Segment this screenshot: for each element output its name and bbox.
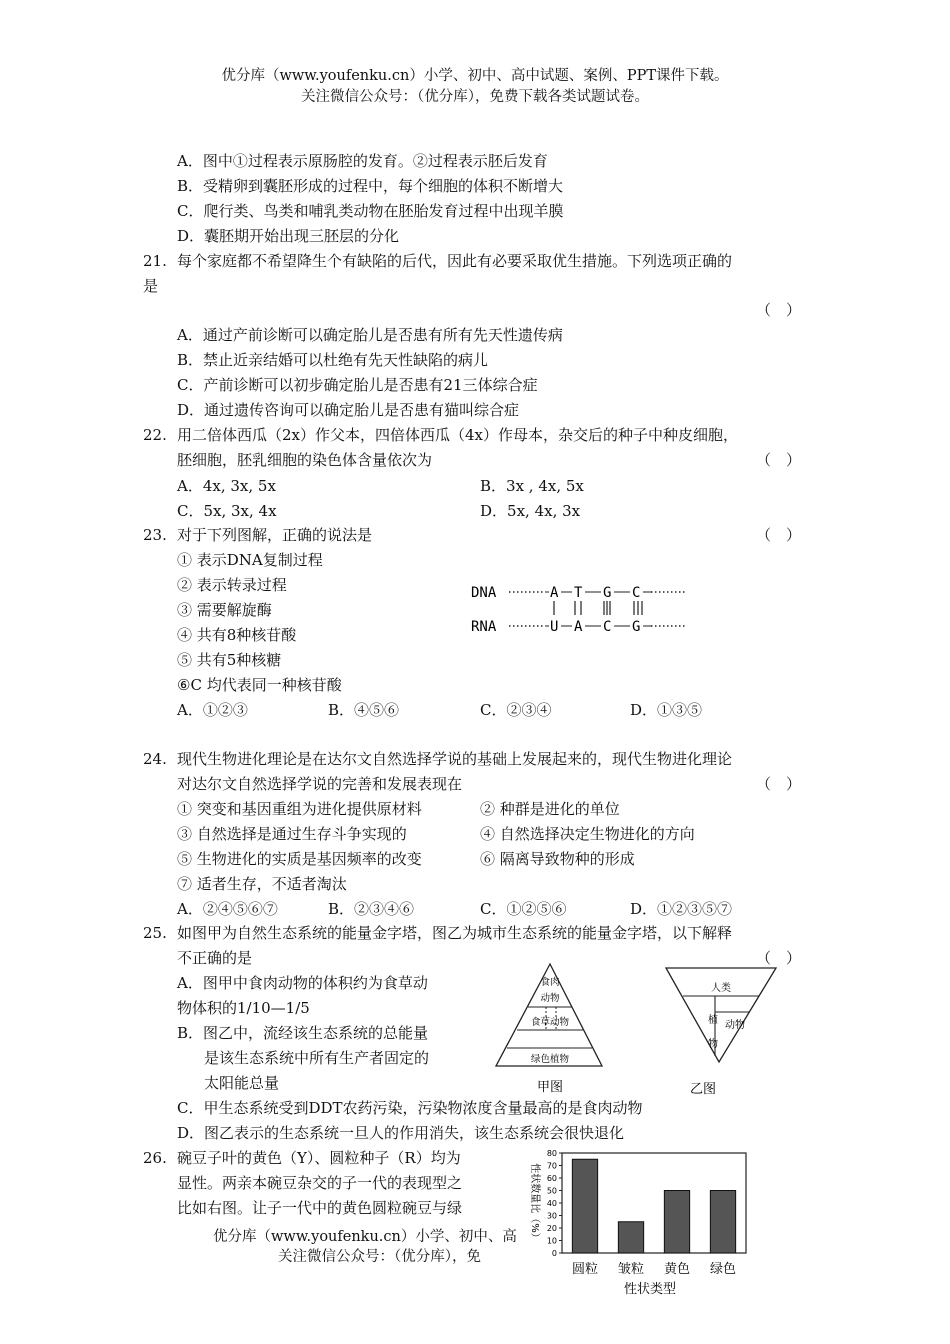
q26-line-1: 碗豆子叶的黄色（Y）、圆粒种子（R）均为 bbox=[177, 1149, 461, 1167]
q23-option-d: D．①③⑤ bbox=[630, 701, 703, 719]
q20-option-a: A．图中①过程表示原肠腔的发育。②过程表示胚后发育 bbox=[177, 152, 548, 170]
q21-option-c: C．产前诊断可以初步确定胎儿是否患有21三体综合症 bbox=[177, 376, 538, 394]
header-line-1: 优分库（www.youfenku.cn）小学、初中、高中试题、案例、PPT课件下载。 bbox=[221, 68, 729, 84]
q24-item-3: ③ 自然选择是通过生存斗争实现的 bbox=[177, 825, 407, 843]
q23-answer-paren: （ ） bbox=[756, 526, 802, 544]
chart-category-label: 皱粒 bbox=[617, 1262, 645, 1277]
q25-option-a: A．图甲中食肉动物的体积约为食草动 bbox=[177, 974, 428, 992]
rna-base-2: A bbox=[574, 619, 583, 635]
pyramid-jia-level-3: 绿色植物 bbox=[530, 1054, 570, 1065]
chart-bar-3 bbox=[664, 1191, 689, 1254]
q25-number: 25. bbox=[143, 924, 167, 942]
chart-y-tick-label: 50 bbox=[546, 1186, 557, 1196]
q25-option-b-cont1: 是该生态系统中所有生产者固定的 bbox=[204, 1049, 430, 1067]
chart-y-tick-label: 60 bbox=[546, 1174, 557, 1183]
q25-option-a-cont: 物体积的1/10—1/5 bbox=[177, 999, 310, 1017]
q24-item-5: ⑤ 生物进化的实质是基因频率的改变 bbox=[177, 850, 422, 868]
q22-option-d: D．5x, 4x, 3x bbox=[480, 502, 581, 520]
rna-base-1: U bbox=[550, 619, 559, 635]
q24-item-1: ① 突变和基因重组为进化提供原材料 bbox=[177, 800, 422, 818]
q25-option-b: B．图乙中，流经该生态系统的总能量 bbox=[177, 1024, 429, 1042]
chart-bar-2 bbox=[618, 1222, 643, 1253]
pyramid-jia-caption: 甲图 bbox=[536, 1080, 564, 1095]
q22-stem-cont: 胚细胞，胚乳细胞的染色体含量依次为 bbox=[177, 451, 433, 469]
q22-stem: 用二倍体西瓜（2x）作父本，四倍体西瓜（4x）作母本，杂交后的种子中种皮细胞， bbox=[177, 426, 739, 444]
q21-stem-cont: 是 bbox=[143, 277, 159, 295]
dna-rna-diagram bbox=[465, 578, 690, 640]
q23-item-6: ⑥C 均代表同一种核苷酸 bbox=[177, 676, 342, 694]
rna-base-4: G bbox=[632, 619, 641, 635]
pyramid-jia-level-1b: 动物 bbox=[540, 993, 560, 1004]
q26-line-2: 显性。两亲本碗豆杂交的子一代的表现型之 bbox=[177, 1174, 463, 1192]
q20-option-d: D．囊胚期开始出现三胚层的分化 bbox=[177, 227, 400, 245]
q24-stem-cont: 对达尔文自然选择学说的完善和发展表现在 bbox=[177, 775, 463, 793]
chart-bar-1 bbox=[572, 1159, 597, 1253]
dna-base-2: T bbox=[574, 585, 583, 601]
q23-stem: 对于下列图解，正确的说法是 bbox=[177, 526, 373, 544]
q23-item-5: ⑤ 共有5种核糖 bbox=[177, 651, 282, 669]
q23-item-2: ② 表示转录过程 bbox=[177, 576, 287, 594]
q24-option-c: C．①②⑤⑥ bbox=[480, 900, 567, 918]
q25-stem: 如图甲为自然生态系统的能量金字塔，图乙为城市生态系统的能量金字塔，以下解释 bbox=[177, 924, 733, 942]
chart-x-axis-label: 性状类型 bbox=[623, 1282, 677, 1297]
dna-base-3: G bbox=[603, 585, 612, 601]
chart-y-tick-label: 10 bbox=[546, 1236, 557, 1246]
q23-item-4: ④ 共有8种核苷酸 bbox=[177, 626, 297, 644]
q21-stem: 每个家庭都不希望降生个有缺陷的后代，因此有必要采取优生措施。下列选项正确的 bbox=[177, 252, 733, 270]
phenotype-ratio-chart bbox=[514, 1143, 754, 1301]
pyramid-jia bbox=[490, 960, 610, 1098]
q23-option-b: B．④⑤⑥ bbox=[328, 701, 400, 719]
chart-y-tick-label: 20 bbox=[546, 1224, 557, 1233]
q21-option-b: B．禁止近亲结婚可以杜绝有先天性缺陷的病儿 bbox=[177, 351, 489, 369]
chart-bar-4 bbox=[710, 1191, 735, 1254]
chart-y-tick-label: 40 bbox=[546, 1199, 557, 1208]
pyramid-yi-label-plant2: 物 bbox=[708, 1039, 718, 1050]
chart-category-label: 黄色 bbox=[663, 1262, 691, 1277]
q24-item-2: ② 种群是进化的单位 bbox=[480, 800, 620, 818]
chart-y-tick-label: 80 bbox=[546, 1149, 557, 1158]
pyramid-yi-label-human: 人类 bbox=[711, 983, 731, 994]
chart-category-label: 绿色 bbox=[709, 1262, 737, 1277]
q24-item-6: ⑥ 隔离导致物种的形成 bbox=[480, 850, 635, 868]
q22-number: 22. bbox=[143, 426, 167, 444]
dna-base-1: A bbox=[550, 585, 559, 601]
q21-number: 21. bbox=[143, 252, 167, 270]
chart-category-label: 圆粒 bbox=[571, 1262, 599, 1277]
q24-item-7: ⑦ 适者生存，不适者淘汰 bbox=[177, 875, 347, 893]
chart-y-tick-label: 30 bbox=[546, 1211, 557, 1221]
rna-label: RNA bbox=[471, 619, 497, 635]
q20-option-b: B．受精卵到囊胚形成的过程中，每个细胞的体积不断增大 bbox=[177, 177, 564, 195]
pyramid-yi-label-plant1: 植 bbox=[708, 1015, 718, 1026]
pyramid-yi bbox=[663, 962, 783, 1098]
q25-stem-cont: 不正确的是 bbox=[177, 949, 253, 967]
pyramid-jia-level-1a: 食肉 bbox=[540, 977, 560, 988]
footer-line-1: 优分库（www.youfenku.cn）小学、初中、高 bbox=[213, 1229, 517, 1245]
chart-y-axis-label: 性状数量比（%） bbox=[529, 1163, 540, 1243]
q22-option-b: B．3x , 4x, 5x bbox=[480, 477, 584, 495]
q26-line-3: 比如右图。让子一代中的黄色圆粒碗豆与绿 bbox=[177, 1199, 463, 1217]
q21-option-d: D．通过遗传咨询可以确定胎儿是否患有猫叫综合症 bbox=[177, 401, 520, 419]
dna-base-4: C bbox=[632, 585, 641, 601]
q23-item-1: ① 表示DNA复制过程 bbox=[177, 551, 323, 569]
q24-option-b: B．②③④⑥ bbox=[328, 900, 415, 918]
q24-option-a: A．②④⑤⑥⑦ bbox=[177, 900, 278, 918]
q23-number: 23. bbox=[143, 526, 167, 544]
q26-number: 26. bbox=[143, 1149, 167, 1167]
q22-option-a: A．4x, 3x, 5x bbox=[177, 477, 276, 495]
q24-answer-paren: （ ） bbox=[756, 775, 802, 793]
q25-option-c: C．甲生态系统受到DDT农药污染，污染物浓度含量最高的是食肉动物 bbox=[177, 1099, 643, 1117]
q22-answer-paren: （ ） bbox=[756, 451, 802, 469]
pyramid-yi-label-animal: 动物 bbox=[725, 1020, 745, 1031]
header-line-2: 关注微信公众号：（优分库），免费下载各类试题试卷。 bbox=[301, 89, 649, 105]
q24-number: 24. bbox=[143, 750, 167, 768]
q22-option-c: C．5x, 3x, 4x bbox=[177, 502, 277, 520]
q23-option-a: A．①②③ bbox=[177, 701, 248, 719]
q24-item-4: ④ 自然选择决定生物进化的方向 bbox=[480, 825, 695, 843]
q25-option-d: D．图乙表示的生态系统一旦人的作用消失，该生态系统会很快退化 bbox=[177, 1124, 625, 1142]
dna-label: DNA bbox=[471, 585, 497, 601]
q25-option-b-cont2: 太阳能总量 bbox=[204, 1074, 280, 1092]
pyramid-jia-level-2: 食草动物 bbox=[530, 1017, 570, 1028]
q23-option-c: C．②③④ bbox=[480, 701, 552, 719]
q24-option-d: D．①②③⑤⑦ bbox=[630, 900, 733, 918]
pyramid-yi-caption: 乙图 bbox=[689, 1082, 717, 1097]
rna-base-3: C bbox=[603, 619, 612, 635]
q20-option-c: C．爬行类、鸟类和哺乳类动物在胚胎发育过程中出现羊膜 bbox=[177, 202, 564, 220]
q25-answer-paren: （ ） bbox=[756, 949, 802, 967]
q21-option-a: A．通过产前诊断可以确定胎儿是否患有所有先天性遗传病 bbox=[177, 326, 563, 344]
footer-line-2: 关注微信公众号：（优分库），免 bbox=[278, 1249, 481, 1265]
q21-answer-paren: （ ） bbox=[756, 301, 802, 319]
q24-stem: 现代生物进化理论是在达尔文自然选择学说的基础上发展起来的，现代生物进化理论 bbox=[177, 750, 733, 768]
chart-y-tick-label: 0 bbox=[551, 1249, 557, 1258]
q23-item-3: ③ 需要解旋酶 bbox=[177, 601, 272, 619]
chart-y-tick-label: 70 bbox=[546, 1161, 557, 1171]
